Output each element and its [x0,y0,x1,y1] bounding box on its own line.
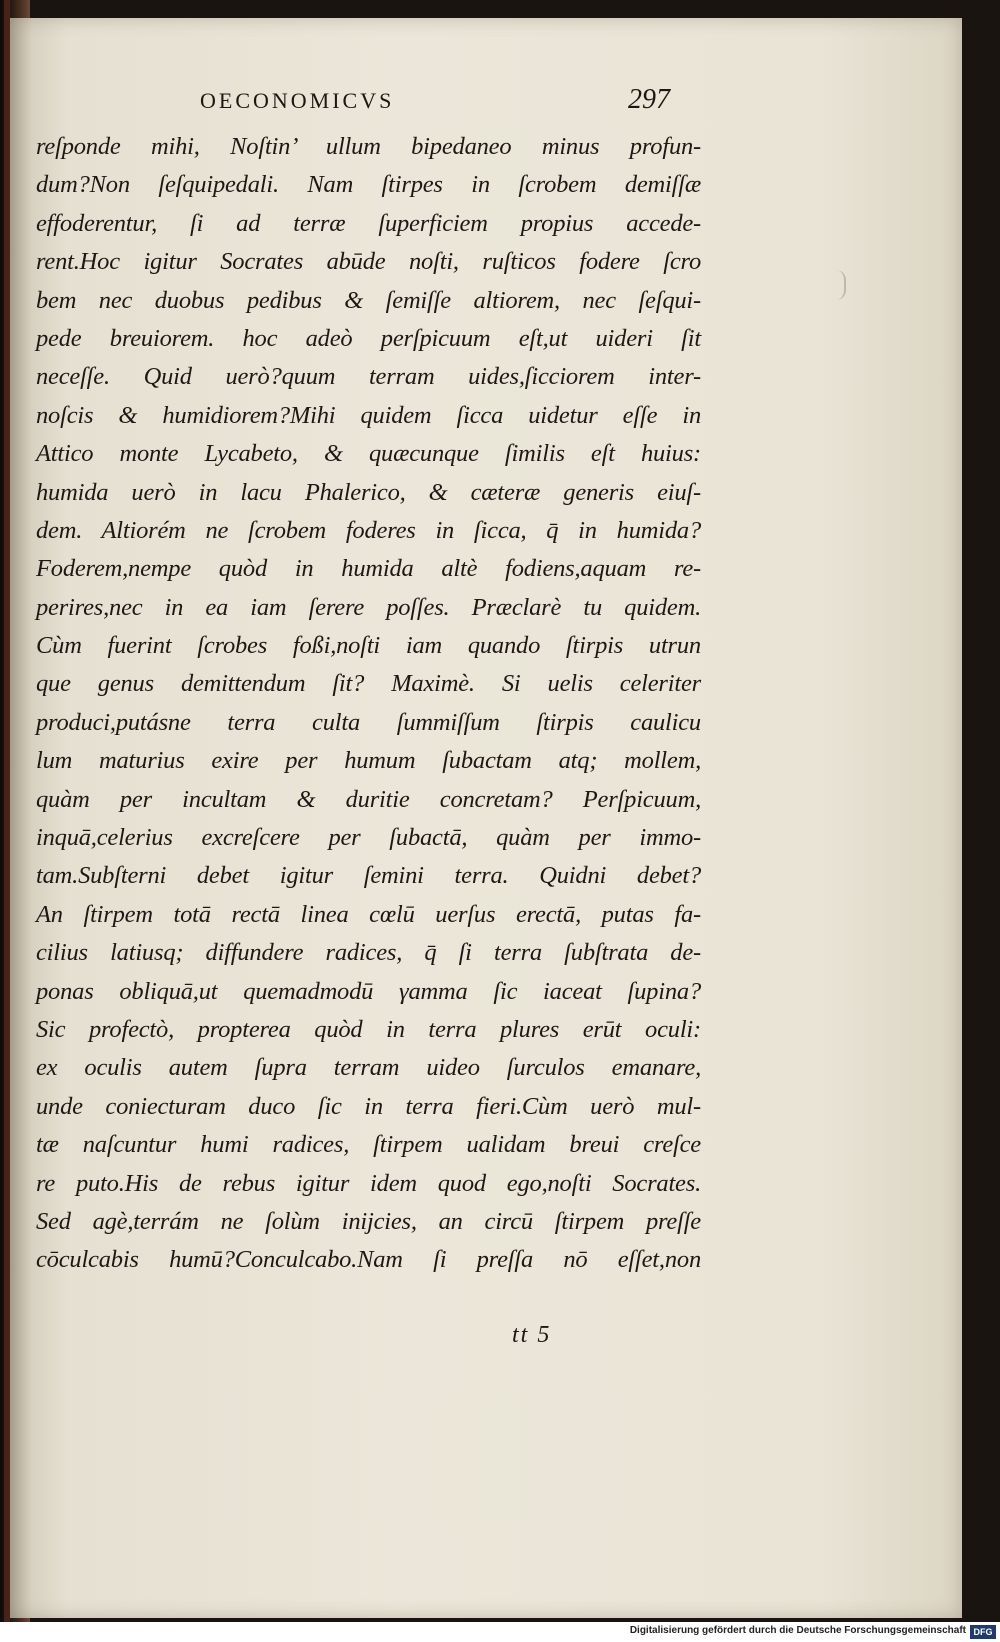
text-line: tæ naſcuntur humi radices, ſtirpem ualidam breui creſce [36,1131,701,1159]
text-line: noſcis & humidiorem?Mihi quidem ſicca uidetur eſſe in [36,401,701,429]
text-line: cilius latiusq; diffundere radices, q̄ ſi terra ſubſtrata de- [36,939,701,967]
text-line: tam.Subſterni debet igitur ſemini terra. Quidni debet? [36,862,701,890]
running-head: OECONOMICVS [200,88,395,113]
text-line: Sed agè,terrám ne ſolùm inijcies, an circū ſtirpem preſſe [36,1207,701,1235]
text-line: ex oculis autem ſupra terram uideo ſurculos emanare, [36,1054,701,1082]
dfg-logo: DFG [970,1625,996,1639]
text-line: produci,putásne terra culta ſummiſſum ſtirpis caulicu [36,708,701,736]
page-number: 297 [628,84,670,115]
text-line: lum maturius exire per humum ſubactam atq; mollem, [36,747,701,775]
text-line: Attico monte Lycabeto, & quæcunque ſimilis eſt huius: [36,440,701,468]
text-line: reſponde mihi, Noſtin’ ullum bipedaneo minus profun- [36,133,701,160]
text-line: Cùm fuerint ſcrobes foßi,noſti iam quando ſtirpis utrun [36,632,701,660]
text-line: re puto.His de rebus igitur idem quod ego,noſti Socrates. [36,1169,701,1197]
digitization-footer [0,1622,1000,1642]
text-line: perires,nec in ea iam ſerere poſſes. Præclarè tu quidem. [36,593,701,621]
text-line: Foderem,nempe quòd in humida altè fodiens,aquam re- [36,555,701,583]
body-text [36,128,701,1280]
text-line: cōculcabis humū?Conculcabo.Nam ſi preſſa nō eſſet,non [36,1246,701,1274]
text-line: dem. Altiorém ne ſcrobem foderes in ſicca, q̄ in humida? [36,516,701,544]
text-line: dum?Non ſeſquipedali. Nam ſtirpes in ſcrobem demiſſæ [36,171,701,199]
text-line: ponas obliquā,ut quemadmodū γamma ſic iaceat ſupina? [36,977,701,1005]
text-line: unde coniecturam duco ſic in terra fieri.Cùm uerò mul- [36,1092,701,1120]
text-line: bem nec duobus pedibus & ſemiſſe altiorem, nec ſeſqui- [36,286,701,314]
text-line: humida uerò in lacu Phalerico, & cæteræ generis eiuſ- [36,478,701,506]
text-line: inquā,celerius excreſcere per ſubactā, quàm per immo- [36,824,701,852]
signature-mark: tt 5 [512,1322,552,1348]
text-line: effoderentur, ſi ad terræ ſuperficiem propius accede- [36,209,701,237]
text-line: Sic profectò, propterea quòd in terra plures erūt oculi: [36,1015,701,1043]
text-line: pede breuiorem. hoc adeò perſpicuum eſt,ut uideri ſit [36,324,701,352]
text-line: quàm per incultam & duritie concretam? Perſpicuum, [36,785,701,813]
text-line: An ſtirpem totā rectā linea cœlū uerſus erectā, putas fa- [36,900,701,928]
page-gutter-shadow [10,18,32,1618]
page-tick-mark [834,270,846,300]
text-line: rent.Hoc igitur Socrates abūde noſti, ruſticos fodere ſcro [36,248,701,276]
text-line: neceſſe. Quid uerò?quum terram uides,ſicciorem inter- [36,363,701,391]
text-line: que genus demittendum ſit? Maximè. Si uelis celeriter [36,670,701,698]
footer-credit: Digitalisierung gefördert durch die Deutsche Forschungsgemeinschaft [629,1625,966,1636]
